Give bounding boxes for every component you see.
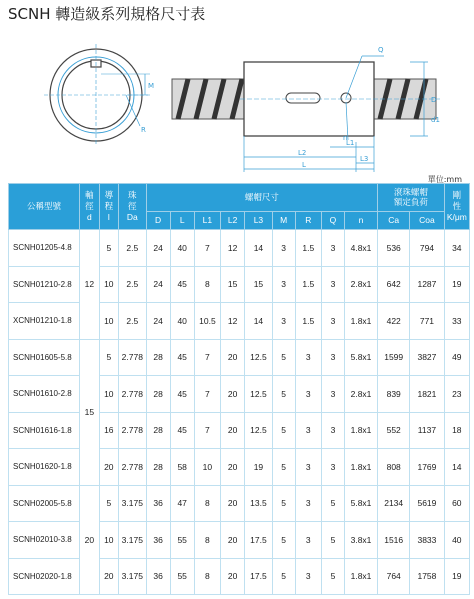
cell-l: 40	[170, 230, 194, 267]
cell-lead: 20	[99, 558, 118, 595]
table-header-row	[9, 184, 470, 212]
cell-coa: 1137	[410, 412, 444, 449]
cell-l: 55	[170, 558, 194, 595]
cell-coa: 1769	[410, 449, 444, 486]
col-l: L	[170, 212, 194, 230]
cell-coa: 1758	[410, 558, 444, 595]
cell-q: 5	[321, 485, 344, 522]
cell-r: 3	[295, 485, 321, 522]
cell-l: 45	[170, 376, 194, 413]
col-ball-dia: 珠 徑 Da	[119, 184, 147, 230]
cell-n: 3.8x1	[344, 522, 377, 559]
cell-l2: 20	[221, 485, 245, 522]
cell-q: 3	[321, 303, 344, 340]
cell-rigidity: 34	[444, 230, 469, 267]
cell-q: 3	[321, 339, 344, 376]
spec-table	[8, 183, 470, 595]
dim-r-label: R	[141, 126, 146, 134]
cell-ca: 839	[378, 376, 410, 413]
cell-l: 40	[170, 303, 194, 340]
col-d: D	[146, 212, 170, 230]
col-ca: Ca	[378, 212, 410, 230]
col-q: Q	[321, 212, 344, 230]
cell-rigidity: 19	[444, 266, 469, 303]
cell-m: 5	[272, 339, 295, 376]
cell-l2: 20	[221, 412, 245, 449]
col-l1: L1	[194, 212, 220, 230]
col-n: n	[344, 212, 377, 230]
cell-r: 1.5	[295, 266, 321, 303]
spec-table-body	[9, 230, 470, 595]
cell-l: 58	[170, 449, 194, 486]
cell-l1: 7	[194, 230, 220, 267]
cell-m: 5	[272, 558, 295, 595]
cell-model: SCNH01610-2.8	[9, 376, 80, 413]
page-title: SCNH 轉造級系列規格尺寸表	[8, 5, 206, 23]
cell-l2: 20	[221, 339, 245, 376]
col-load: 滾珠螺帽 額定負荷	[378, 184, 445, 212]
cell-model: SCNH01620-1.8	[9, 449, 80, 486]
cell-l3: 13.5	[245, 485, 273, 522]
cell-ca: 552	[378, 412, 410, 449]
col-nut-dims: 螺帽尺寸	[146, 184, 378, 212]
cell-coa: 5619	[410, 485, 444, 522]
ball-screw-nut-drawing	[0, 22, 474, 172]
cell-l1: 10	[194, 449, 220, 486]
cell-m: 5	[272, 376, 295, 413]
cell-l1: 10.5	[194, 303, 220, 340]
cell-r: 1.5	[295, 230, 321, 267]
cell-d: 24	[146, 230, 170, 267]
table-row	[9, 558, 470, 595]
cell-l2: 20	[221, 449, 245, 486]
cell-l: 45	[170, 412, 194, 449]
cell-d: 24	[146, 303, 170, 340]
cell-n: 2.8x1	[344, 266, 377, 303]
table-row	[9, 376, 470, 413]
table-row	[9, 485, 470, 522]
cell-coa: 794	[410, 230, 444, 267]
cell-ball-dia: 3.175	[119, 522, 147, 559]
cell-lead: 10	[99, 522, 118, 559]
cell-rigidity: 18	[444, 412, 469, 449]
cell-coa: 1287	[410, 266, 444, 303]
cell-l1: 7	[194, 412, 220, 449]
cell-m: 5	[272, 412, 295, 449]
cell-lead: 10	[99, 303, 118, 340]
cell-model: SCNH01605-5.8	[9, 339, 80, 376]
cell-n: 1.8x1	[344, 449, 377, 486]
col-model: 公稱型號	[9, 184, 80, 230]
cell-coa: 3833	[410, 522, 444, 559]
cell-r: 3	[295, 339, 321, 376]
cell-ball-dia: 2.778	[119, 376, 147, 413]
cell-n: 2.8x1	[344, 376, 377, 413]
cell-lead: 10	[99, 376, 118, 413]
col-lead: 導 程 l	[99, 184, 118, 230]
cell-l2: 12	[221, 303, 245, 340]
col-r: R	[295, 212, 321, 230]
cell-ca: 1599	[378, 339, 410, 376]
dim-l3-label: L3	[360, 155, 369, 163]
cell-coa: 3827	[410, 339, 444, 376]
cell-q: 3	[321, 376, 344, 413]
cell-shaft-dia: 15	[80, 339, 99, 485]
col-shaft-dia: 軸 徑 d	[80, 184, 99, 230]
cell-d: 28	[146, 376, 170, 413]
cell-d: 36	[146, 558, 170, 595]
cell-coa: 1821	[410, 376, 444, 413]
col-l2: L2	[221, 212, 245, 230]
dim-d1-label: d1	[431, 116, 440, 124]
cell-r: 3	[295, 412, 321, 449]
cell-ball-dia: 2.5	[119, 303, 147, 340]
dim-q-label: Q	[378, 46, 384, 54]
cell-model: SCNH01210-2.8	[9, 266, 80, 303]
cell-lead: 5	[99, 230, 118, 267]
cell-ball-dia: 2.778	[119, 412, 147, 449]
end-view	[44, 44, 150, 146]
cell-l1: 8	[194, 558, 220, 595]
cell-ball-dia: 3.175	[119, 558, 147, 595]
cell-l2: 20	[221, 558, 245, 595]
cell-m: 3	[272, 230, 295, 267]
cell-shaft-dia: 12	[80, 230, 99, 340]
cell-l: 55	[170, 522, 194, 559]
cell-d: 28	[146, 449, 170, 486]
table-row	[9, 230, 470, 267]
unit-label: 單位:mm	[427, 175, 462, 184]
cell-l: 45	[170, 339, 194, 376]
cell-rigidity: 14	[444, 449, 469, 486]
cell-lead: 5	[99, 485, 118, 522]
col-m: M	[272, 212, 295, 230]
cell-d: 28	[146, 412, 170, 449]
dim-l1-label: L1	[346, 139, 355, 147]
cell-l3: 12.5	[245, 412, 273, 449]
cell-l2: 20	[221, 376, 245, 413]
cell-rigidity: 33	[444, 303, 469, 340]
cell-lead: 16	[99, 412, 118, 449]
cell-l: 45	[170, 266, 194, 303]
cell-lead: 20	[99, 449, 118, 486]
cell-rigidity: 60	[444, 485, 469, 522]
cell-lead: 10	[99, 266, 118, 303]
cell-d: 36	[146, 522, 170, 559]
cell-l1: 7	[194, 339, 220, 376]
cell-n: 4.8x1	[344, 230, 377, 267]
cell-l1: 8	[194, 522, 220, 559]
cell-m: 3	[272, 266, 295, 303]
cell-m: 5	[272, 449, 295, 486]
table-row	[9, 412, 470, 449]
cell-l1: 8	[194, 485, 220, 522]
dim-m-label: M	[148, 82, 155, 90]
cell-d: 24	[146, 266, 170, 303]
cell-r: 3	[295, 558, 321, 595]
dim-n-label: n	[343, 134, 348, 142]
cell-q: 3	[321, 230, 344, 267]
cell-ball-dia: 2.778	[119, 449, 147, 486]
cell-d: 28	[146, 339, 170, 376]
cell-l3: 17.5	[245, 522, 273, 559]
col-rigidity: 剛 性 K/μm	[444, 184, 469, 230]
cell-ca: 422	[378, 303, 410, 340]
dim-d-label: D	[431, 96, 437, 104]
cell-shaft-dia: 20	[80, 485, 99, 595]
cell-rigidity: 23	[444, 376, 469, 413]
cell-l3: 19	[245, 449, 273, 486]
cell-l2: 20	[221, 522, 245, 559]
cell-n: 1.8x1	[344, 303, 377, 340]
cell-n: 5.8x1	[344, 339, 377, 376]
cell-rigidity: 40	[444, 522, 469, 559]
cell-ca: 536	[378, 230, 410, 267]
cell-ca: 1516	[378, 522, 410, 559]
cell-model: SCNH02005-5.8	[9, 485, 80, 522]
cell-lead: 5	[99, 339, 118, 376]
cell-n: 5.8x1	[344, 485, 377, 522]
cell-l1: 8	[194, 266, 220, 303]
cell-q: 5	[321, 522, 344, 559]
cell-model: SCNH01205-4.8	[9, 230, 80, 267]
table-row	[9, 522, 470, 559]
cell-q: 3	[321, 449, 344, 486]
cell-coa: 771	[410, 303, 444, 340]
cell-ca: 2134	[378, 485, 410, 522]
cell-l3: 12.5	[245, 376, 273, 413]
cell-l3: 17.5	[245, 558, 273, 595]
cell-l3: 14	[245, 230, 273, 267]
cell-r: 3	[295, 522, 321, 559]
cell-l: 47	[170, 485, 194, 522]
cell-l1: 7	[194, 376, 220, 413]
cell-q: 5	[321, 558, 344, 595]
cell-m: 5	[272, 485, 295, 522]
cell-ca: 808	[378, 449, 410, 486]
dim-l2-label: L2	[298, 149, 307, 157]
cell-l3: 15	[245, 266, 273, 303]
table-row	[9, 266, 470, 303]
cell-m: 3	[272, 303, 295, 340]
cell-m: 5	[272, 522, 295, 559]
table-row	[9, 339, 470, 376]
cell-model: SCNH02020-1.8	[9, 558, 80, 595]
cell-q: 3	[321, 412, 344, 449]
cell-ball-dia: 2.778	[119, 339, 147, 376]
cell-l2: 15	[221, 266, 245, 303]
dim-l-label: L	[302, 161, 306, 169]
cell-q: 3	[321, 266, 344, 303]
cell-ca: 642	[378, 266, 410, 303]
cell-n: 1.8x1	[344, 558, 377, 595]
cell-r: 3	[295, 449, 321, 486]
cell-n: 1.8x1	[344, 412, 377, 449]
cell-ball-dia: 3.175	[119, 485, 147, 522]
cell-ball-dia: 2.5	[119, 266, 147, 303]
cell-l3: 12.5	[245, 339, 273, 376]
cell-rigidity: 49	[444, 339, 469, 376]
cell-r: 1.5	[295, 303, 321, 340]
cell-model: SCNH02010-3.8	[9, 522, 80, 559]
cell-model: XCNH01210-1.8	[9, 303, 80, 340]
cell-ball-dia: 2.5	[119, 230, 147, 267]
col-l3: L3	[245, 212, 273, 230]
cell-ca: 764	[378, 558, 410, 595]
table-row	[9, 449, 470, 486]
cell-model: SCNH01616-1.8	[9, 412, 80, 449]
cell-d: 36	[146, 485, 170, 522]
cell-rigidity: 19	[444, 558, 469, 595]
col-coa: Coa	[410, 212, 444, 230]
cell-r: 3	[295, 376, 321, 413]
table-row	[9, 303, 470, 340]
cell-l2: 12	[221, 230, 245, 267]
cell-l3: 14	[245, 303, 273, 340]
